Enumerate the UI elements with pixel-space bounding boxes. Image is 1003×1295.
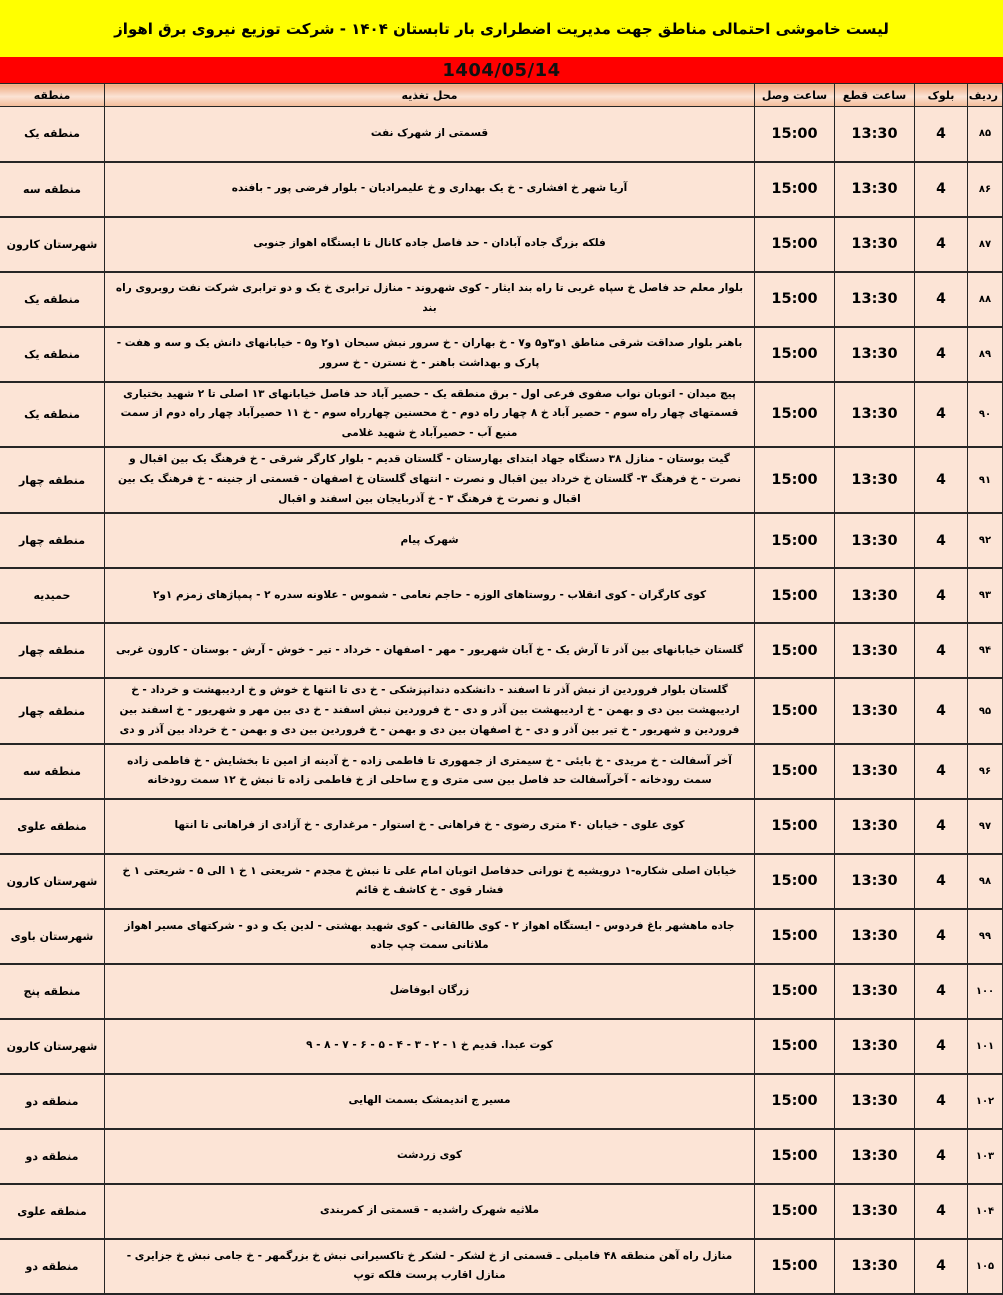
row-number-cell: ۹۵ (968, 678, 1003, 744)
block-cell: 4 (915, 217, 968, 272)
row-number-cell: ۹۲ (968, 513, 1003, 568)
block-cell: 4 (915, 744, 968, 799)
region-cell: منطقه علوی (0, 799, 105, 854)
region-cell: شهرستان کارون (0, 854, 105, 909)
row-number-cell: ۱۰۰ (968, 964, 1003, 1019)
row-number-cell: ۱۰۲ (968, 1074, 1003, 1129)
reconnect-time-cell: 15:00 (755, 909, 835, 964)
cut-time-cell: 13:30 (835, 744, 915, 799)
location-cell: کوی زردشت (105, 1129, 755, 1184)
block-cell: 4 (915, 162, 968, 217)
region-cell: منطقه پنج (0, 964, 105, 1019)
cut-time-cell: 13:30 (835, 854, 915, 909)
cut-time-cell: 13:30 (835, 964, 915, 1019)
block-cell: 4 (915, 568, 968, 623)
table-row (0, 162, 1003, 217)
region-cell: منطقه دو (0, 1239, 105, 1294)
outage-schedule-table (0, 83, 1003, 1295)
location-cell: گلستان خیابانهای بین آذر تا آرش یک - خ آبان شهریور - مهر - اصفهان - خرداد - تیر - خوش - آرش - بوستان - کارون غربی (105, 623, 755, 678)
region-cell: منطقه چهار (0, 623, 105, 678)
reconnect-time-cell: 15:00 (755, 1019, 835, 1074)
location-cell: کوی علوی - خیابان ۴۰ متری رضوی - خ فراهانی - خ استوار - مرغداری - خ آزادی از فراهانی تا انتها (105, 799, 755, 854)
table-row (0, 568, 1003, 623)
block-cell: 4 (915, 1129, 968, 1184)
date-label: 1404/05/14 (442, 59, 561, 81)
table-row (0, 623, 1003, 678)
row-number-cell: ۹۶ (968, 744, 1003, 799)
location-cell: کوت عبدا. قدیم خ ۱ - ۲ - ۳ - ۴ - ۵ - ۶ - ۷ - ۸ - ۹ (105, 1019, 755, 1074)
column-header-region: منطقه (0, 84, 105, 107)
table-row (0, 447, 1003, 513)
page-title: لیست خاموشی احتمالی مناطق جهت مدیریت اضطراری بار تابستان ۱۴۰۴ - شرکت توزیع نیروی برق اهواز (114, 19, 889, 38)
cut-time-cell: 13:30 (835, 162, 915, 217)
reconnect-time-cell: 15:00 (755, 964, 835, 1019)
reconnect-time-cell: 15:00 (755, 447, 835, 513)
reconnect-time-cell: 15:00 (755, 678, 835, 744)
table-row (0, 513, 1003, 568)
table-row (0, 1184, 1003, 1239)
cut-time-cell: 13:30 (835, 678, 915, 744)
table-row (0, 1129, 1003, 1184)
cut-time-cell: 13:30 (835, 799, 915, 854)
location-cell: قسمتی از شهرک نفت (105, 107, 755, 162)
region-cell: منطقه سه (0, 162, 105, 217)
column-header-row-number: ردیف (968, 84, 1003, 107)
row-number-cell: ۸۷ (968, 217, 1003, 272)
cut-time-cell: 13:30 (835, 1184, 915, 1239)
location-cell: زرگان ابوفاضل (105, 964, 755, 1019)
block-cell: 4 (915, 1019, 968, 1074)
block-cell: 4 (915, 327, 968, 382)
reconnect-time-cell: 15:00 (755, 382, 835, 448)
block-cell: 4 (915, 1184, 968, 1239)
row-number-cell: ۹۸ (968, 854, 1003, 909)
location-cell: آخر آسفالت - خ مریدی - خ بایئی - خ سیمتری از جمهوری تا فاطمی زاده - خ آدینه از امین تا بخشایش - خ فاطمی زاده سمت رودخانه - آخرآسفالت حد فاصل بین سی متری و ج ساحلی از خ فاطمی زاده تا نبش خ ۱۲ سمت رودخانه (105, 744, 755, 799)
reconnect-time-cell: 15:00 (755, 799, 835, 854)
column-header-location: محل تغذیه (105, 84, 755, 107)
region-cell: شهرستان باوی (0, 909, 105, 964)
table-row (0, 799, 1003, 854)
location-cell: گیت بوستان - منازل ۳۸ دستگاه جهاد ابتدای بهارستان - گلستان قدیم - بلوار کارگر شرقی - خ فرهنگ یک بین اقبال و نصرت - خ فرهنگ ۳- گلستان خ خرداد بین اقبال و نصرت - انتهای گلستان خ اصفهان - قسمتی از جنینه - خ فرهنگ یک بین اقبال و نصرت خ فرهنگ ۳ - خ آذربایجان بین اسفند و اقبال (105, 447, 755, 513)
reconnect-time-cell: 15:00 (755, 568, 835, 623)
row-number-cell: ۱۰۴ (968, 1184, 1003, 1239)
cut-time-cell: 13:30 (835, 382, 915, 448)
location-cell: پیچ میدان - اتوبان نواب صفوی فرعی اول - برق منطقه یک - حصیر آباد حد فاصل خیابانهای ۱۳ اصلی تا ۲ شهید بختیاری قسمتهای چهار راه سوم - حصیر آباد خ ۸ چهار راه دوم - خ محسنین چهارراه سوم - خ ۱۱ حصیرآباد چهار راه دوم از سمت منبع آب - حصیرآباد خ شهید غلامی (105, 382, 755, 448)
reconnect-time-cell: 15:00 (755, 1129, 835, 1184)
location-cell: آریا شهر خ افشاری - خ یک بهداری و خ علیمرادیان - بلوار فرضی پور - بافنده (105, 162, 755, 217)
cut-time-cell: 13:30 (835, 217, 915, 272)
table-header-row (0, 84, 1003, 107)
block-cell: 4 (915, 909, 968, 964)
table-row (0, 107, 1003, 162)
table-row (0, 327, 1003, 382)
block-cell: 4 (915, 799, 968, 854)
reconnect-time-cell: 15:00 (755, 623, 835, 678)
region-cell: منطقه یک (0, 272, 105, 327)
block-cell: 4 (915, 854, 968, 909)
region-cell: منطقه سه (0, 744, 105, 799)
table-row (0, 1019, 1003, 1074)
column-header-reconnect-time: ساعت وصل (755, 84, 835, 107)
block-cell: 4 (915, 272, 968, 327)
cut-time-cell: 13:30 (835, 1239, 915, 1294)
block-cell: 4 (915, 964, 968, 1019)
location-cell: مسیر ج اندیمشک بسمت الهایی (105, 1074, 755, 1129)
reconnect-time-cell: 15:00 (755, 513, 835, 568)
page-title-banner (0, 0, 1003, 57)
reconnect-time-cell: 15:00 (755, 1184, 835, 1239)
cut-time-cell: 13:30 (835, 623, 915, 678)
region-cell: منطقه یک (0, 327, 105, 382)
location-cell: کوی کارگران - کوی انقلاب - روستاهای الوزه - حاجم نعامی - شموس - علاونه سدره ۲ - پمپاژهای زمزم ۱و۲ (105, 568, 755, 623)
location-cell: شهرک پیام (105, 513, 755, 568)
cut-time-cell: 13:30 (835, 513, 915, 568)
region-cell: شهرستان کارون (0, 1019, 105, 1074)
location-cell: ملاثیه شهرک راشدیه - قسمتی از کمربندی (105, 1184, 755, 1239)
block-cell: 4 (915, 382, 968, 448)
location-cell: خیابان اصلی شکاره-۱ درویشیه خ نورانی حدفاصل اتوبان امام علی تا نبش خ مجدم - شریعتی ۱ خ ۱ الی ۵ - شریعتی ۱ خ فشار قوی - خ کاشف خ قائم (105, 854, 755, 909)
location-cell: بلوار معلم حد فاصل خ سپاه غربی تا راه بند ایثار - کوی شهروند - منازل ترابری خ یک و دو ترابری شرکت نفت روبروی راه بند (105, 272, 755, 327)
row-number-cell: ۱۰۵ (968, 1239, 1003, 1294)
row-number-cell: ۹۹ (968, 909, 1003, 964)
table-row (0, 744, 1003, 799)
region-cell: منطقه دو (0, 1074, 105, 1129)
date-bar (0, 57, 1003, 83)
reconnect-time-cell: 15:00 (755, 272, 835, 327)
location-cell: جاده ماهشهر باغ فردوس - ایستگاه اهواز ۲ - کوی طالقانی - کوی شهید بهشتی - لدین یک و دو - شرکتهای مسیر اهواز ملاثانی سمت چپ جاده (105, 909, 755, 964)
cut-time-cell: 13:30 (835, 327, 915, 382)
block-cell: 4 (915, 107, 968, 162)
block-cell: 4 (915, 1074, 968, 1129)
row-number-cell: ۹۱ (968, 447, 1003, 513)
row-number-cell: ۹۷ (968, 799, 1003, 854)
row-number-cell: ۱۰۳ (968, 1129, 1003, 1184)
row-number-cell: ۸۸ (968, 272, 1003, 327)
region-cell: منطقه چهار (0, 513, 105, 568)
row-number-cell: ۹۴ (968, 623, 1003, 678)
reconnect-time-cell: 15:00 (755, 854, 835, 909)
table-row (0, 217, 1003, 272)
region-cell: منطقه یک (0, 382, 105, 448)
reconnect-time-cell: 15:00 (755, 162, 835, 217)
row-number-cell: ۹۳ (968, 568, 1003, 623)
block-cell: 4 (915, 513, 968, 568)
cut-time-cell: 13:30 (835, 1074, 915, 1129)
table-row (0, 854, 1003, 909)
block-cell: 4 (915, 623, 968, 678)
table-row (0, 909, 1003, 964)
row-number-cell: ۸۶ (968, 162, 1003, 217)
region-cell: حمیدیه (0, 568, 105, 623)
row-number-cell: ۸۹ (968, 327, 1003, 382)
cut-time-cell: 13:30 (835, 447, 915, 513)
reconnect-time-cell: 15:00 (755, 1074, 835, 1129)
region-cell: شهرستان کارون (0, 217, 105, 272)
reconnect-time-cell: 15:00 (755, 1239, 835, 1294)
cut-time-cell: 13:30 (835, 909, 915, 964)
location-cell: فلکه بزرگ جاده آبادان - حد فاصل جاده کانال تا ایستگاه اهواز جنوبی (105, 217, 755, 272)
cut-time-cell: 13:30 (835, 1019, 915, 1074)
block-cell: 4 (915, 1239, 968, 1294)
reconnect-time-cell: 15:00 (755, 107, 835, 162)
table-row (0, 272, 1003, 327)
location-cell: گلستان بلوار فروردین از نبش آذر تا اسفند - دانشکده دندانپزشکی - خ دی تا انتها خ خوش و خ اردیبهشت و خرداد - خ اردیبهشت بین دی و بهمن - خ اردیبهشت بین آذر و دی - خ فروردین نبش اسفند - خ دی بین مهر و شهریور - خ اسفند بین فروردین و شهریور - خ تیر بین آذر و دی - خ اصفهان بین دی و بهمن - خ فروردین بین دی و بهمن - خ خرداد بین آذر و دی (105, 678, 755, 744)
cut-time-cell: 13:30 (835, 568, 915, 623)
reconnect-time-cell: 15:00 (755, 217, 835, 272)
row-number-cell: ۱۰۱ (968, 1019, 1003, 1074)
table-row (0, 382, 1003, 448)
table-row (0, 678, 1003, 744)
region-cell: منطقه چهار (0, 678, 105, 744)
row-number-cell: ۸۵ (968, 107, 1003, 162)
location-cell: باهنر بلوار صداقت شرقی مناطق ۱و۳و۵ و۷ - خ بهاران - خ سرور نبش سبحان ۱و۲ و۵ - خیابانهای دانش یک و سه و هفت - پارک و بهداشت باهنر - خ نسترن - خ سرور (105, 327, 755, 382)
table-row (0, 1074, 1003, 1129)
table-row (0, 1239, 1003, 1294)
table-row (0, 964, 1003, 1019)
region-cell: منطقه چهار (0, 447, 105, 513)
block-cell: 4 (915, 678, 968, 744)
region-cell: منطقه یک (0, 107, 105, 162)
block-cell: 4 (915, 447, 968, 513)
row-number-cell: ۹۰ (968, 382, 1003, 448)
cut-time-cell: 13:30 (835, 272, 915, 327)
location-cell: منازل راه آهن منطقه ۴۸ فامیلی ـ قسمتی از خ لشکر - لشکر خ تاکسیرانی نبش خ بزرگمهر - خ جامی نبش خ جزایری - منازل اقارب پرست فلکه توپ (105, 1239, 755, 1294)
reconnect-time-cell: 15:00 (755, 744, 835, 799)
cut-time-cell: 13:30 (835, 1129, 915, 1184)
cut-time-cell: 13:30 (835, 107, 915, 162)
reconnect-time-cell: 15:00 (755, 327, 835, 382)
column-header-cut-time: ساعت قطع (835, 84, 915, 107)
region-cell: منطقه دو (0, 1129, 105, 1184)
region-cell: منطقه علوی (0, 1184, 105, 1239)
column-header-block: بلوک (915, 84, 968, 107)
